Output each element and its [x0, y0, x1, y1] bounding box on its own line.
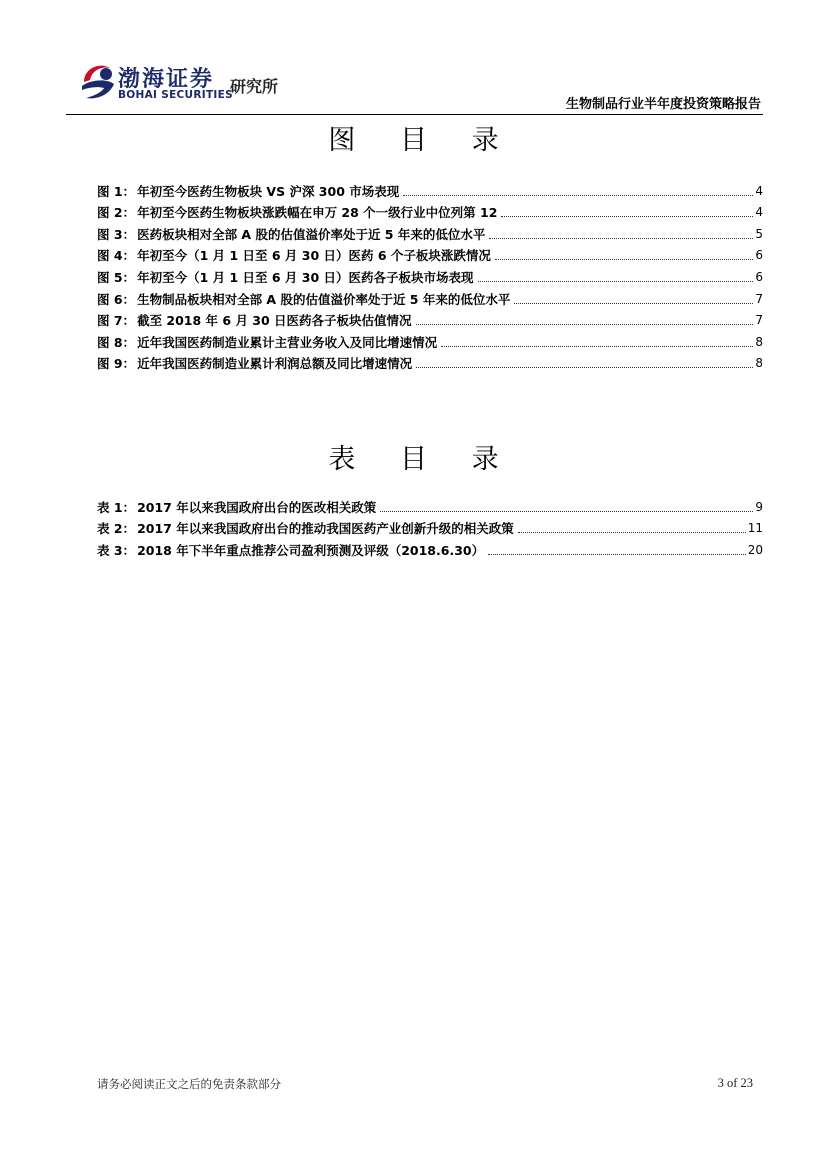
toc-entry-label: 表 1：: [97, 499, 136, 515]
toc-dot-leader: [501, 216, 753, 217]
toc-entry-page: 4: [755, 205, 763, 220]
toc-entry[interactable]: [97, 264, 763, 286]
toc-entry[interactable]: [97, 308, 763, 330]
disclaimer-note: 请务必阅读正文之后的免责条款部分: [97, 1077, 281, 1091]
toc-entry[interactable]: [97, 200, 763, 222]
toc-entry[interactable]: [97, 178, 763, 200]
toc-entry-page: 6: [755, 248, 763, 263]
toc-entry-page: 5: [755, 226, 763, 241]
toc-dot-leader: [403, 195, 753, 196]
toc-entry-text: 年初至今医药生物板块 VS 沪深 300 市场表现: [137, 183, 400, 199]
toc-entry-text: 医药板块相对全部 A 股的估值溢价率处于近 5 年来的低位水平: [137, 226, 486, 242]
tables-toc-list: [97, 494, 763, 559]
toc-entry-text: 生物制品板块相对全部 A 股的估值溢价率处于近 5 年来的低位水平: [137, 291, 511, 307]
toc-entry[interactable]: [97, 516, 763, 538]
toc-dot-leader: [488, 554, 746, 555]
toc-entry-label: 图 3：: [97, 226, 136, 242]
toc-dot-leader: [478, 281, 754, 282]
toc-entry-text: 近年我国医药制造业累计利润总额及同比增速情况: [137, 356, 413, 372]
toc-entry[interactable]: [97, 537, 763, 559]
toc-entry[interactable]: [97, 243, 763, 265]
toc-entry-text: 年初至今医药生物板块涨跌幅在申万 28 个一级行业中位列第 12: [137, 205, 498, 221]
toc-entry-page: 8: [755, 334, 763, 349]
toc-entry-text: 年初至今（1 月 1 日至 6 月 30 日）医药各子板块市场表现: [137, 269, 474, 285]
toc-entry[interactable]: [97, 286, 763, 308]
logo-chinese-name: 渤海证券: [118, 66, 215, 92]
toc-entry[interactable]: [97, 351, 763, 373]
toc-entry-page: 7: [755, 313, 763, 328]
toc-dot-leader: [489, 238, 753, 239]
toc-dot-leader: [441, 346, 753, 347]
toc-entry-page: 6: [755, 269, 763, 284]
toc-entry-label: 图 8：: [97, 334, 136, 350]
toc-entry-label: 图 1：: [97, 183, 136, 199]
toc-entry-page: 11: [747, 521, 763, 536]
toc-dot-leader: [518, 532, 746, 533]
toc-entry-page: 4: [755, 183, 763, 198]
report-title: 生物制品行业半年度投资策略报告: [565, 97, 761, 112]
figures-toc-title: 图 目 录: [328, 125, 517, 156]
toc-entry[interactable]: [97, 221, 763, 243]
toc-dot-leader: [514, 303, 753, 304]
toc-entry-page: 9: [755, 499, 763, 514]
toc-entry-page: 8: [755, 356, 763, 371]
toc-entry-text: 2017 年以来我国政府出台的推动我国医药产业创新升级的相关政策: [137, 521, 514, 537]
toc-entry-page: 7: [755, 291, 763, 306]
toc-entry-text: 截至 2018 年 6 月 30 日医药各子板块估值情况: [137, 313, 412, 329]
toc-entry-label: 表 3：: [97, 542, 136, 558]
toc-entry-text: 近年我国医药制造业累计主营业务收入及同比增速情况: [137, 334, 438, 350]
toc-dot-leader: [416, 367, 753, 368]
toc-entry-text: 2018 年下半年重点推荐公司盈利预测及评级（2018.6.30）: [137, 542, 485, 558]
page-number: 3 of 23: [717, 1076, 753, 1090]
toc-dot-leader: [380, 511, 753, 512]
tables-toc-title: 表 目 录: [328, 444, 517, 475]
toc-dot-leader: [416, 324, 754, 325]
figures-toc-list: [97, 178, 763, 372]
toc-entry-label: 图 5：: [97, 269, 136, 285]
toc-entry-label: 图 9：: [97, 356, 136, 372]
toc-entry-label: 图 4：: [97, 248, 136, 264]
bohai-logo-icon: [80, 60, 116, 102]
toc-entry-page: 20: [747, 542, 763, 557]
toc-entry-label: 表 2：: [97, 521, 136, 537]
toc-entry-label: 图 7：: [97, 313, 136, 329]
toc-entry[interactable]: [97, 494, 763, 516]
toc-dot-leader: [495, 259, 753, 260]
page-header: [66, 56, 763, 116]
toc-entry-label: 图 6：: [97, 291, 136, 307]
toc-entry-text: 年初至今（1 月 1 日至 6 月 30 日）医药 6 个子板块涨跌情况: [137, 248, 491, 264]
toc-entry-text: 2017 年以来我国政府出台的医改相关政策: [137, 499, 377, 515]
header-divider: [66, 114, 763, 115]
toc-entry-label: 图 2：: [97, 205, 136, 221]
logo-english-name: BOHAI SECURITIES: [118, 89, 233, 101]
logo-department: 研究所: [230, 77, 279, 96]
toc-entry[interactable]: [97, 329, 763, 351]
